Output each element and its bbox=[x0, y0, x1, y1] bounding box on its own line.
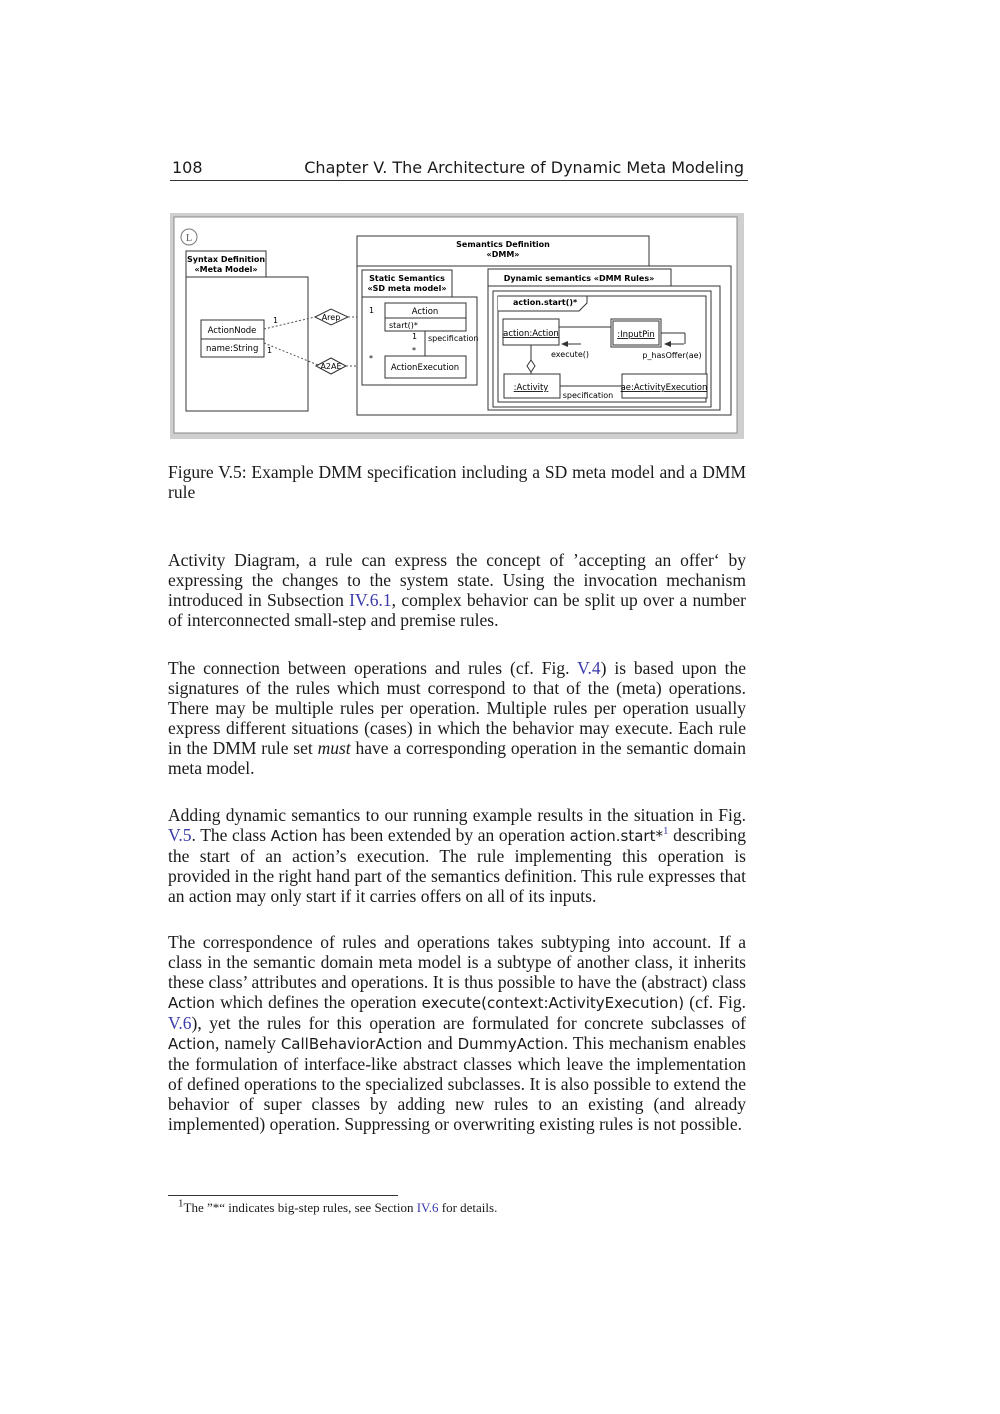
p4-text-f: and bbox=[422, 1033, 458, 1053]
p4-text-e: , namely bbox=[214, 1033, 281, 1053]
action-class-name: Action bbox=[411, 307, 439, 317]
footnote-number: 1 bbox=[178, 1197, 184, 1210]
specification-label: specification bbox=[428, 334, 479, 343]
obj-activity-label: :Activity bbox=[513, 383, 549, 393]
p2-emphasis: must bbox=[317, 738, 351, 758]
arep-label: Arep bbox=[321, 313, 341, 322]
paragraph-3 bbox=[168, 805, 746, 906]
actionnode-attr: name:String bbox=[206, 344, 259, 354]
p3-ref-a[interactable]: V.5 bbox=[168, 825, 192, 845]
p3-text-d: describing the start of an action’s execution. The rule implementing this operation is provided in the right hand part of the semantics definition. This rule expresses that an action may only start if it carries offers on all of its inputs. bbox=[168, 825, 746, 906]
chapter-title: Chapter V. The Architecture of Dynamic Meta Modeling bbox=[304, 158, 744, 177]
paragraph-1 bbox=[168, 550, 746, 630]
p4-text-c: (cf. Fig. bbox=[684, 992, 746, 1012]
action-op: start()* bbox=[389, 321, 418, 330]
p1-ref-a[interactable]: IV.6.1 bbox=[349, 590, 392, 610]
p4-text-a: The correspondence of rules and operations takes subtyping into account. If a class in the semantic domain meta model is a subtype of another class, it inherits these class’ attributes and operations. It is thus possible to have the (abstract) class bbox=[168, 932, 746, 992]
p3-text-a: Adding dynamic semantics to our running example results in the situation in Fig. bbox=[168, 805, 746, 825]
footnote-text-b: for details. bbox=[438, 1200, 498, 1215]
obj-activity-execution-label: ae:ActivityExecution bbox=[620, 383, 708, 393]
p1-text-b: , complex behavior can be split up over a number of interconnected small-step and premise rules. bbox=[168, 590, 746, 630]
p4-text-b: which defines the operation bbox=[214, 992, 422, 1012]
obj-action-label: action:Action bbox=[503, 329, 559, 339]
p4-text-d: ), yet the rules for this operation are formulated for concrete subclasses of bbox=[191, 1013, 746, 1033]
p4-code-e: DummyAction bbox=[457, 1035, 564, 1053]
p1-text-a: Activity Diagram, a rule can express the concept of ’accepting an offer‘ by expressing the changes to the system state. Using the invocation mechanism introduced in Subsection bbox=[168, 550, 746, 610]
actionexecution-name: ActionExecution bbox=[390, 363, 460, 373]
p3-code-a: Action bbox=[270, 827, 318, 845]
footnote bbox=[178, 1197, 738, 1216]
syntax-title-2: «Meta Model» bbox=[194, 265, 258, 274]
obj-inputpin-label: :InputPin bbox=[617, 330, 655, 340]
dynamic-title: Dynamic semantics «DMM Rules» bbox=[503, 274, 655, 283]
hasoffer-label: p_hasOffer(ae) bbox=[642, 351, 702, 360]
footnote-rule bbox=[168, 1195, 398, 1196]
mult-action-left: 1 bbox=[369, 306, 375, 315]
paragraph-4 bbox=[168, 932, 746, 1134]
semantics-title-1: Semantics Definition bbox=[456, 240, 550, 249]
actionnode-name: ActionNode bbox=[207, 326, 257, 336]
running-header bbox=[170, 156, 748, 181]
dmm-figure bbox=[170, 213, 744, 439]
a2ae-label: A2AE bbox=[320, 362, 342, 371]
figure-caption: Figure V.5: Example DMM specification including a SD meta model and a DMM rule bbox=[168, 462, 746, 502]
p4-ref-a[interactable]: V.6 bbox=[168, 1013, 192, 1033]
page-number: 108 bbox=[172, 158, 203, 177]
p4-code-d: CallBehaviorAction bbox=[280, 1035, 423, 1053]
mult-actionnode-bottom: 1 bbox=[267, 346, 273, 355]
mult-actionnode-top: 1 bbox=[273, 316, 279, 325]
p4-code-c: Action bbox=[168, 1035, 215, 1053]
p2-text-c: have a corresponding operation in the semantic domain meta model. bbox=[168, 738, 746, 778]
p3-code-b: action.start* bbox=[569, 827, 663, 845]
footnote-text-a: The ”*“ indicates big-step rules, see Section bbox=[183, 1200, 417, 1215]
p4-text-g: . This mechanism enables the formulation of interface-like abstract classes which leave the implementation of defined operations to the specialized subclasses. It is also possible to extend the behavior of super classes by adding new rules to an existing (and already implemented) operation. Suppressing or overwriting existing rules is not possible. bbox=[168, 1033, 746, 1134]
mult-actionexec-left: * bbox=[369, 354, 373, 363]
p2-text-b: ) is based upon the signatures of the rules which must correspond to that of the (meta) operations. There may be multiple rules per operation. Multiple rules per operation usually express different situations (cases) in which the behavior may execute. Each rule in the DMM rule set bbox=[168, 658, 746, 758]
mult-spec-1: 1 bbox=[412, 332, 418, 341]
paragraph-2 bbox=[168, 658, 746, 778]
static-title-2: «SD meta model» bbox=[367, 284, 447, 293]
p3-text-b: . The class bbox=[191, 825, 271, 845]
corner-mark-label: L bbox=[185, 233, 193, 244]
dmm-diagram bbox=[170, 213, 744, 439]
semantics-title-2: «DMM» bbox=[486, 250, 520, 259]
footnote-mark[interactable]: 1 bbox=[662, 825, 669, 838]
static-title-1: Static Semantics bbox=[369, 274, 445, 283]
p3-text-c: has been extended by an operation bbox=[317, 825, 570, 845]
rule-name: action.start()* bbox=[513, 298, 578, 307]
p4-code-a: Action bbox=[168, 994, 215, 1012]
p2-text-a: The connection between operations and rules (cf. Fig. bbox=[168, 658, 578, 678]
syntax-title-1: Syntax Definition bbox=[186, 255, 266, 264]
footnote-ref[interactable]: IV.6 bbox=[416, 1200, 439, 1215]
p2-ref-a[interactable]: V.4 bbox=[577, 658, 601, 678]
execute-label: execute() bbox=[551, 350, 589, 359]
p4-code-b: execute(context:ActivityExecution) bbox=[421, 994, 685, 1012]
rule-specification-label: specification bbox=[562, 391, 614, 400]
mult-spec-star: * bbox=[412, 346, 416, 355]
